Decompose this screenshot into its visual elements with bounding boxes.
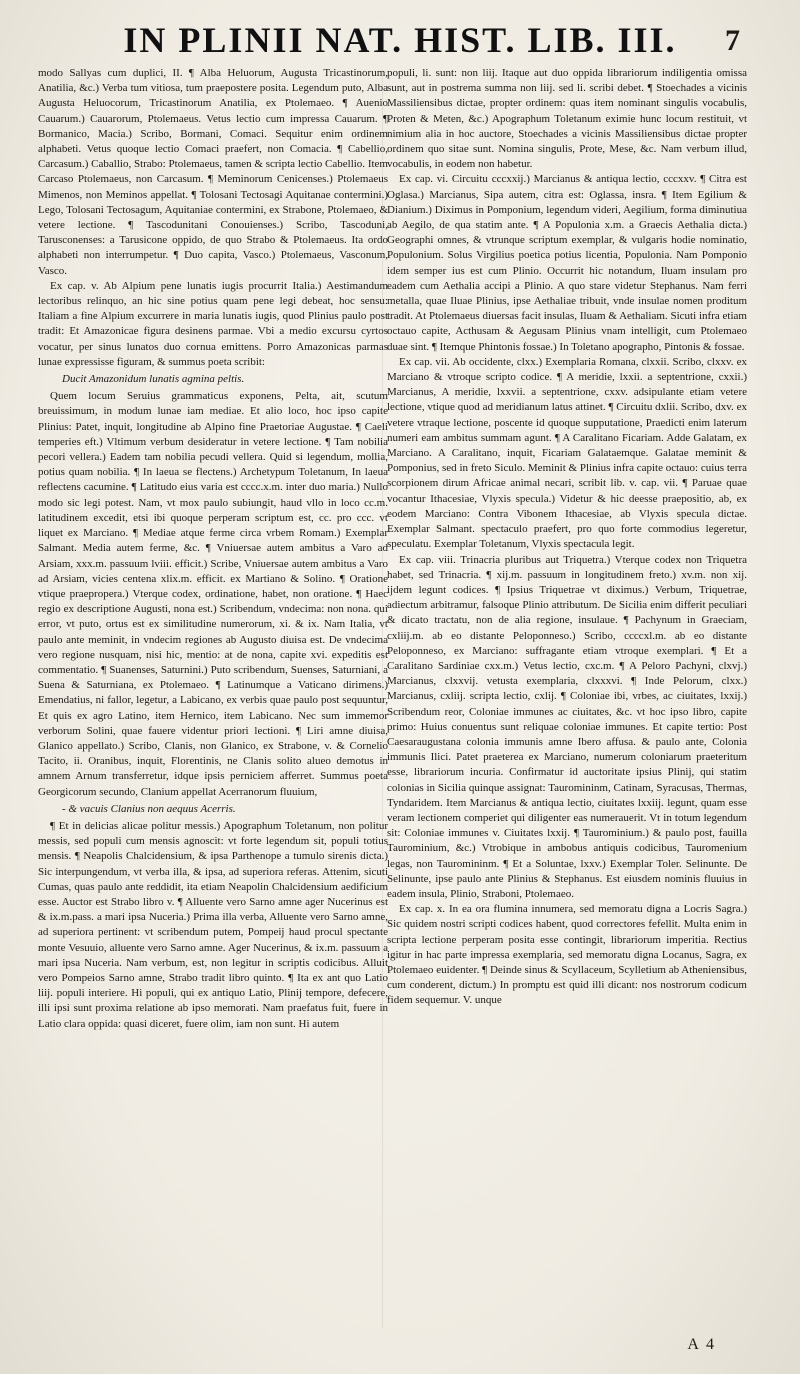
paragraph: Ex cap. viii. Trinacria pluribus aut Triquetra.) Vterque codex non Triquetra habet, sed Trinacria. ¶ xij.m. passuum in longitudinem freto.) xv.m. non xij. ijdem legunt codices. ¶ Ipsius Triquetrae vt diximus.) Verbum, Triquetrae, adiectum arbitramur, falsoque Plinio attributum. De Sicilia enim differit peculiari & dicato tractatu, non de alia regione, insulaue. ¶ Pachynum in Graeciam, cxliij.m. ab eo distante Peloponneso.) Scribo, ccccxl.m. ab eo distante Peloponneso, ex Marciano: suffragante etiam vtroque exemplari. ¶ Et a Caralitano Sardiniae cxx.m.) Vetus lectio, cxc.m. ¶ A Peloro Pachyni, clxvj.) Marcianus, clxxvij. vetusta exemplaria, clxxxvi. ¶ Inde Pelorum, clxx.) Marcianus, cxliij. scripta lectio, cxlij. ¶ Coloniae ibi, vrbes, ac ciuitates, lxxij.) Scribendum reor, Coloniae immunes ac ciuitates, &c. vt hoc ipso libro, capite primo: Huius conuentus sunt reliquae coloniae immunes. Et capite tertio: Post Caesaraugustana colonia immunis amne Ibero affusa. & paulo ante, Colonia immunis Ilici. Patet praeterea ex Marciano, numerum coloniarum praeteritum esse, librariorum incuria. Confirmatur id auctoritate ipsius Plinij, qui statim colonias in Sicilia quinque assignat: Tauromininm, Catinam, Syracusas, Thermas, Tyndaridem. Item Marcianus & antiqua lectio, ciuitates lxxiij. legunt, quam esse veram lectionem comperiet qui diligenter eas numerauerit. Vt in totum legendum sit: Coloniae immunes v. Ciuitates lxxij. ¶ Taurominium.) & paulo post, fauilla Taurominium, &c.) Vtrobique in ambobus antiquis codicibus, Tauromenium legas, non Tauromininm. ¶ Et a Soluntae, lxxv.) Exemplar Toler. Selinunte. De Selinunte, ipse paulo ante Plinius & Stephanus. Est eiusdem nominis fluuius in eadem insula, Plinio, Straboni, Ptolemaeo. (387, 553, 747, 900)
verse-quotation: Ducit Amazonidum lunatis agmina peltis. (62, 373, 245, 386)
right-column (387, 66, 747, 1332)
running-head: IN PLINII NAT. HIST. LIB. III. (123, 20, 677, 60)
paragraph: Quem locum Seruius grammaticus exponens, Pelta, ait, scutum breuissimum, in modum lunae iam mediae. Et alio loco, hoc ipso capite Plinius: Patet, inquit, longitudine ab Alpino fine Praetoriae Augustae. ¶ Caeli temperies eft.) Vltimum verbum desideratur in vetere lectione. ¶ Tam nobilia pecori vellera.) Eadem tam nobilia pecudi vellera. Quid si legendum, mollia, potius quam nobilia. ¶ In laeua se flectens.) Archetypum Toletanum, In laeua reflectens cacumine. ¶ Latitudo eius varia est cccc.x.m. inter duo maria.) Nullo modo sic legi potest. Nam, vt mox paulo subiungit, haud vllo in loco cc.m. latitudinem excedit, etsi ibi quoque perperam scriptum est, cc. pro ccc. vt liquet ex Marciano. ¶ Mediae atque ferme circa vrbem Romam.) Exemplar Salmant. Media autem ferme, &c. ¶ Vniuersae autem ambitus a Varo ad Arsiam, xxx.m. passuum lviii. efficit.) Scribe, Vniuersae autem ambitus a Varo ad Arsiam, vicies centena xlix.m. efficit. ex Martiano & Solino. ¶ Oratione vtique praepropera.) Vterque codex, ordinatione, habet, non oratione. ¶ Haec regio ex descriptione Augusti, nona est.) Scribendum, vndecima: non nona. qui error, vt puto, ortus est ex similitudine numerorum, xi. & ix. Nam Italia, vt paulo ante meminit, in vndecim regiones ab Augusto diuisa est. De vndecima vero regione nusquam, nisi hic, mentio: at de nona, capite xvi. expeditis est commentatio. ¶ Suanenses, Saturnini.) Puto scribendum, Suenses, Saturniani, a Suena & Saturniana, ex Ptolemaeo. ¶ Latinumque a Vaticano dirimens.) Emendatius, ni fallor, legetur, a Labicano, ex verbis quae paulo post sequuntur, Et quis ex agro Latino, item Hernico, item Labicano. Nec sum immemor verborum Solini, quae fauere videntur priori lectioni. ¶ Liri amne diuisa, Glanico appellato.) Scribo, Clanis, non Glanico, ex Strabone, v. & Cornelio Tacito, ii. Oranibus, inquit, Florentinis, ne Clanis solito alueo demotus in amnem Arnum transferretur, idque ipsis perniciem afferret. Summus poeta Georgicorum secundo, Clanium appellat Acerranorum fluuium, (38, 390, 388, 798)
paragraph: Ex cap. v. Ab Alpium pene lunatis iugis procurrit Italia.) Aestimandum lectoribus relinquo, an hic sine potius quam pene legi debeat, hoc sensu: Italiam a fine Alpium excurrere in maria lunatis iugis, quod Plinius paulo post tradit: Et Amazonicae figura desinens parmae. Vbi a medio excursu cyrtos vocatur, per sinus lunatos duo cornua emittens. Porro Amazonicas parmas lunae expressisse figuram, & summus poeta scribit: (38, 279, 388, 368)
signature-mark: A 4 (687, 1336, 716, 1353)
paragraph: ¶ Et in delicias alicae politur messis.) Apographum Toletanum, non politur messis, sed populi cum mensis agnoscit: vt forte legendum sit, populi totius mensis. ¶ Neapolis Chalcidensium, & ipsa Parthenope a tumulo sirenis dicta.) Sic interpungendum, vt verba illa, & ipsa, ad superiora referas. Attenim, sicuti Cumas, quas paulo ante reddidit, ita etiam Neapolin Chalcidensium aedificium esse. Auctor est Strabo libro v. ¶ Alluente vero Sarno amne ager Nucerinus est & ix.m.pass. a mari ipsa Nuceria.) Prima illa verba, Alluente vero Sarno amne, ad superiora pertinent: vt scribendum putem, Pompeij haud procul spectante monte Vesuuio, alluente vero Sarno amne. Ager Nucerinus, & ix.m. passuum a mari ipsa Nuceria. Nam verbum, est, non legitur in scriptis codicibus. Alluit vero Pompeios Sarno amne, Strabo tradit libro quinto. ¶ Ita ex ant quo Latio liij. populi interiere. Hi populi, qui ex antiquo Latio, Plinij tempore, defecere, illi ipsi sunt proxima relatione ab ipso memorati. Nam praefatus fuit, fuere in Latio clara oppida: quasi diceret, fuere olim, iam non sunt. Hi autem (38, 819, 388, 1030)
paragraph: Ex cap. vi. Circuitu cccxxij.) Marcianus & antiqua lectio, cccxxv. ¶ Citra est Oglasa.) Marcianus, Sipa autem, citra est: Oglassa, insra. ¶ Item Egilium & Dianium.) Diximus in Pomponium, legendum videri, Aegilium, forma diminutiua ab Aegilo, de qua statim ante. ¶ A Populonia x.m. a Graecis Aethalia dicta.) Geographi omnes, & vtrunque scriptum exemplar, & vulgaris hodie nominatio, Populonium. Solus Virgilius poetica potius licentia, Populonia. Nam Pomponio idem semper ius est cum Plinio. Occurrit hic notandum, Iluam insulam pro eadem cum Aethalia accipi a Plinio. A quo stare videtur Stephanus. Nam ferri metalla, quae Iluae Plinius, ipse Aethaliae tribuit, vnde insulae nomen proditum tradit. At Ptolemaeus diuersas facit insulas, Iluam & Aethaliam. Sicuti infra etiam octauo capite, Acthusam & Aegusam Plinius vnam intelligit, cum Ptolemaeo duae sint. ¶ Itemque Phintonis fossae.) In Toletano apographo, Pintonis & fossae. (387, 173, 747, 353)
verse-quotation: - & vacuis Clanius non aequus Acerris. (62, 802, 236, 815)
paragraph: modo Sallyas cum duplici, II. ¶ Alba Heluorum, Augusta Tricastinorum, Anatilia, &c.) Verba tum vitiosa, tum praepostere posita. Legendum puto, Alba Augusta Heluocorum, Tricastinorum Anatilia, ex Ptolemaeo. ¶ Auenio Cauarum.) Cauarorum, Ptolemaeus. Vetus lectio cum impressa Cauarum. ¶ Bormanico, Macia.) Scribo, Bormani, Comaci. Sequitur enim ordinem alphabeti. Vetus quoque lectio Comaci praefert, non Comacia. ¶ Cabellio, Carcasum.) Caballio, Strabo: Ptolemaeus, tamen & scripta lectio Cabellio. Item Carcaso Ptolemaeus, non Carcasum. ¶ Meminorum Cenicenses.) Ptolemaeus Mimenos, non Meminos appellat. ¶ Tolosani Tectosagi Aquitanae contermini.) Lego, Tolosani Tectosagum, Aquitaniae contermini, ex Strabone, Ptolemaeo, & vetere lectione. ¶ Tascodunitani Conouienses.) Scribo, Tascoduni, Tarusconenses: a Tarusicone oppido, de quo Strabo & Ptolemaeus. Ita ordo alphabeti non interrumpetur. ¶ Duo capita, Vasco.) Ptolemaeus, Vasconum, Vasco. (38, 67, 388, 277)
paragraph: populi, li. sunt: non liij. Itaque aut duo oppida librariorum indiligentia omissa sunt, aut in postrema summa non liij. sed li. scribi debet. ¶ Stoechades a vicinis Massiliensibus dictae, propter ordinem: quas item nominant singulis vocabulis, Proten & Meten, &c.) Apographum Toletanum eximie hunc locum restituit, vt nimium alia in hoc auctore, Stoechades a vicinis Massiliensibus dictae propter ordinem quo sitae sunt. Nomina singulis, Prote, Mese, &c. Nam verbum illud, vocabulis, in eodem non habetur. (387, 67, 747, 171)
paragraph: Ex cap. x. In ea ora flumina innumera, sed memoratu digna a Locris Sagra.) Sic quidem nostri scripti codices habent, quod correctores fefellit. Multa enim in scripta lectione perperam posita esse contingit, librariorum imperitia. Rectius igitur in hac parte impressa exemplaria, sed memoratu digna Locanus, Sagra, ex Ptolemaeo euidenter. ¶ Deinde sinus & Scyllaceum, Scylletium ab Atheniensibus, cum conderent, dictum.) In promptu est quid illi dicant: nos nostrorum codicum fidem sequemur. V. unque (387, 903, 747, 1007)
left-column (38, 66, 388, 1332)
paragraph: Ex cap. vii. Ab occidente, clxx.) Exemplaria Romana, clxxii. Scribo, clxxv. ex Marciano & vtroque scripto codice. ¶ A meridie, lxxii. a septentrione, cxxii.) Marcianus, A meridie, lxxvii. a septentrione, cxxv. adsipulante etiam vetere lectione, vtique quod ad meridianum latus attinet. ¶ Circuitu dxlii. Scribo, dxv. ex vetere vtraque lectione, poscente id quoque supputatione, Praedicti enim laterum numeri eam ambitus summam agunt. ¶ A Caralitano Ficariam. Adde Galatam, ex Marciano. A Caralitano, inquit, Ficariam Galataemque. Galatae meminit & Pomponius, sed in freto Siculo. Meminit & Plinius infra capite octauo: cuius terra scorpionem dirum Africae animal necari, scribit lib. v. cap. vii. ¶ Paruae quae vocantur Ithacesiae, Vlyxis specula.) Videtur & hic deesse praepositio, ab, ex eodem Marciano: Contra Vibonem Ithacesiae, ab Vlyxis specula dictae. Exemplar Salmant. spectaculo praefert, pro quo forte commodius legeretur, speculatu. Exemplar Toletanum, Vlyxis spectacula legit. (387, 355, 747, 551)
page-number: 7 (725, 24, 740, 57)
